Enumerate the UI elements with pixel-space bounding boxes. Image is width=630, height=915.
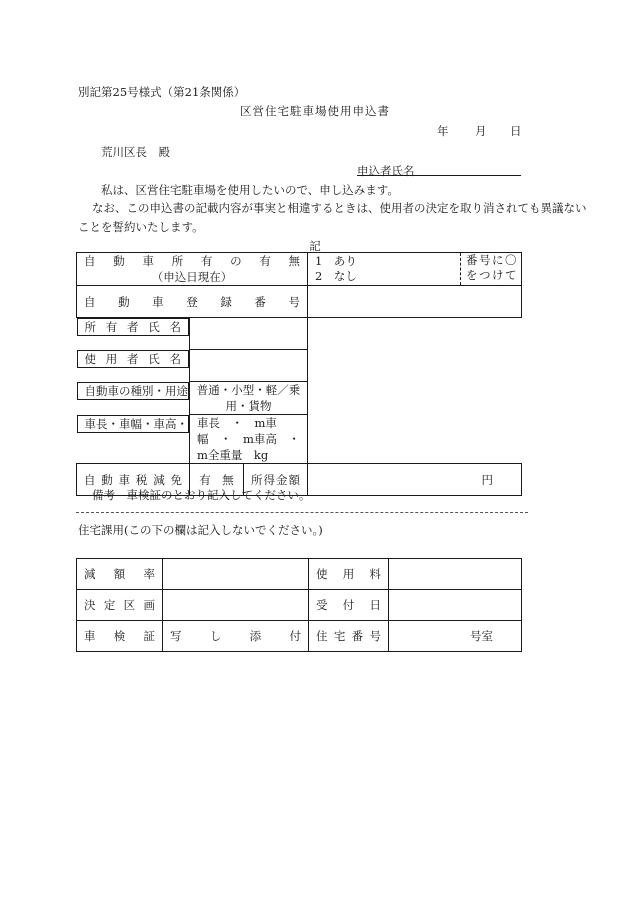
row-dimensions (77, 415, 522, 464)
received-date-field[interactable] (389, 590, 522, 621)
decided-section-label: 決 定 区 画 (77, 590, 163, 621)
housing-number-field[interactable]: 号室 (389, 621, 522, 652)
housing-number-label: 住 宅 番 号 (309, 621, 389, 652)
usage-fee-field[interactable] (389, 559, 522, 590)
owner-field[interactable] (190, 318, 308, 350)
car-ownership-options-cell (308, 253, 522, 286)
user-field[interactable] (190, 350, 308, 382)
car-ownership-label: 自 動 車 所 有 の 有 無 (84, 254, 301, 268)
inspection-cert-label: 車 検 証 (77, 621, 163, 652)
car-ownership-label-cell (77, 253, 308, 286)
cut-line (76, 512, 528, 513)
user-label: 使 用 者 氏 名 (77, 350, 190, 368)
pledge-statement-cont: ことを誓約いたします。 (78, 220, 204, 234)
application-statement: 私は、区営住宅駐車場を使用したいので、申し込みます。 (101, 183, 399, 197)
copy-attached[interactable]: 写 し 添 付 (163, 621, 309, 652)
dimensions-label: 車 長 ・ 車 幅 ・ 車 高 ・ (77, 415, 190, 433)
applicant-name-field[interactable] (357, 175, 521, 176)
pledge-statement: なお、この申込書の記載内容が事実と相違するときは、使用者の決定を取り消されても異議ない (92, 201, 587, 215)
reduction-rate-field[interactable] (163, 559, 309, 590)
registration-label: 自 動 車 登 録 番 号 (77, 286, 308, 318)
row-owner (77, 318, 522, 350)
row-user (77, 350, 522, 382)
owner-label: 所 有 者 氏 名 (77, 318, 190, 336)
row-registration (77, 286, 522, 318)
date-year: 年 (437, 124, 449, 138)
form-id: 別記第25号様式（第21条関係） (78, 85, 246, 99)
car-ownership-sublabel: （申込日現在） (151, 270, 233, 284)
date-day: 日 (510, 124, 522, 138)
tax-exemption-options[interactable]: 有 無 (190, 464, 244, 496)
ki-heading: 記 (309, 239, 321, 253)
row-reduction (77, 559, 522, 590)
tax-exemption-label: 自 動 車 税 減 免 (77, 464, 190, 496)
type-label: 自 動 車 の 種 別 ・ 用 途 (77, 382, 190, 400)
registration-field[interactable] (308, 286, 522, 318)
applicant-name-label: 申込者氏名 (357, 164, 415, 178)
row-inspection (77, 621, 522, 652)
date-month: 月 (475, 124, 487, 138)
decided-section-field[interactable] (163, 590, 309, 621)
application-table (76, 252, 522, 496)
ownership-option-no[interactable]: 2 なし (315, 269, 357, 283)
document-title: 区営住宅駐車場使用申込書 (240, 104, 390, 118)
addressee: 荒川区長 殿 (101, 145, 170, 159)
row-car-ownership (77, 253, 522, 286)
ownership-note: 番号に〇をつけて (466, 253, 519, 282)
remarks: 備考 車検証のとおり記入してください。 (92, 488, 311, 502)
income-label: 所 得 金 額 (244, 464, 308, 496)
received-date-label: 受 付 日 (309, 590, 389, 621)
type-options[interactable]: 普通・小型・軽／乗用・貨物 (190, 382, 308, 415)
usage-fee-label: 使 用 料 (309, 559, 389, 590)
reduction-rate-label: 減 額 率 (77, 559, 163, 590)
ownership-option-yes[interactable]: 1 あり (315, 254, 357, 268)
office-use-table (76, 558, 522, 652)
dimensions-field[interactable]: 車長 ・ m車幅 ・ m車高 ・m全重量 kg (190, 415, 308, 464)
row-section (77, 590, 522, 621)
income-field[interactable]: 円 (308, 464, 522, 496)
office-use-note: 住宅課用(この下の欄は記入しないでください。) (78, 523, 323, 537)
row-type (77, 382, 522, 415)
